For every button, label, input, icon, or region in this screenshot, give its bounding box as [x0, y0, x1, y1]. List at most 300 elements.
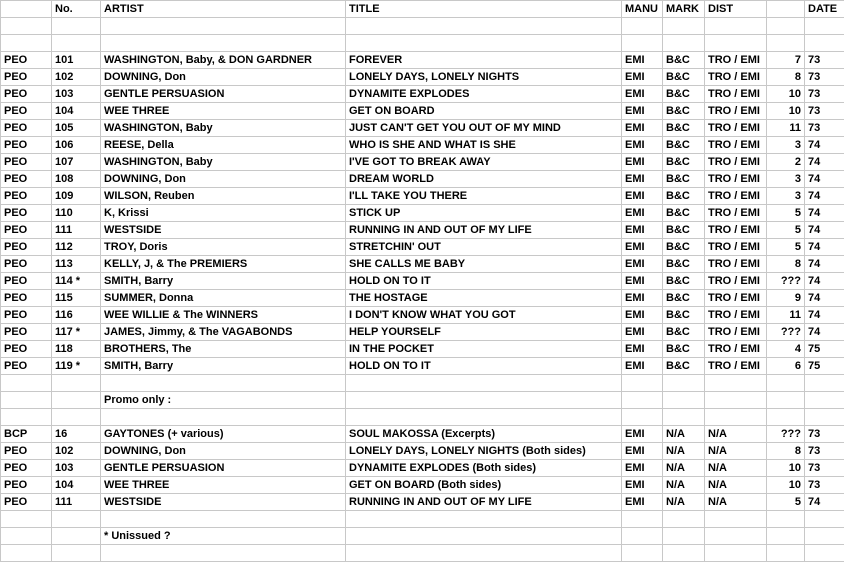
empty-cell[interactable] — [663, 528, 705, 545]
title-cell[interactable]: SOUL MAKOSSA (Excerpts) — [346, 426, 622, 443]
artist-cell[interactable]: GAYTONES (+ various) — [101, 426, 346, 443]
dist-cell[interactable]: TRO / EMI — [705, 307, 767, 324]
empty-cell[interactable] — [1, 528, 52, 545]
year-cell[interactable]: 73 — [805, 52, 844, 69]
empty-cell[interactable] — [805, 545, 844, 562]
title-cell[interactable]: FOREVER — [346, 52, 622, 69]
mark-cell[interactable]: B&C — [663, 171, 705, 188]
empty-cell[interactable] — [1, 35, 52, 52]
empty-cell[interactable] — [52, 375, 101, 392]
artist-cell[interactable]: WEE THREE — [101, 477, 346, 494]
prefix-cell[interactable]: PEO — [1, 205, 52, 222]
month-cell[interactable]: 8 — [767, 443, 805, 460]
empty-cell[interactable] — [1, 18, 52, 35]
title-cell[interactable]: THE HOSTAGE — [346, 290, 622, 307]
note-cell[interactable]: Promo only : — [101, 392, 346, 409]
catalog-number-cell[interactable]: 117 * — [52, 324, 101, 341]
manu-cell[interactable]: EMI — [622, 239, 663, 256]
empty-cell[interactable] — [805, 375, 844, 392]
manu-header[interactable]: MANU — [622, 1, 663, 18]
dist-cell[interactable]: N/A — [705, 443, 767, 460]
artist-cell[interactable]: K, Krissi — [101, 205, 346, 222]
empty-cell[interactable] — [101, 18, 346, 35]
dist-cell[interactable]: N/A — [705, 426, 767, 443]
title-cell[interactable]: I'VE GOT TO BREAK AWAY — [346, 154, 622, 171]
mark-cell[interactable]: N/A — [663, 426, 705, 443]
dist-cell[interactable]: TRO / EMI — [705, 358, 767, 375]
catalog-number-cell[interactable]: 112 — [52, 239, 101, 256]
year-cell[interactable]: 73 — [805, 103, 844, 120]
mark-cell[interactable]: B&C — [663, 52, 705, 69]
empty-cell[interactable] — [346, 375, 622, 392]
empty-cell[interactable] — [101, 409, 346, 426]
year-cell[interactable]: 74 — [805, 205, 844, 222]
empty-cell[interactable] — [705, 545, 767, 562]
dist-cell[interactable]: TRO / EMI — [705, 86, 767, 103]
title-cell[interactable]: STICK UP — [346, 205, 622, 222]
month-cell[interactable]: ??? — [767, 426, 805, 443]
year-cell[interactable]: 73 — [805, 86, 844, 103]
dist-cell[interactable]: N/A — [705, 477, 767, 494]
prefix-cell[interactable]: PEO — [1, 477, 52, 494]
month-cell[interactable]: 11 — [767, 307, 805, 324]
empty-cell[interactable] — [805, 528, 844, 545]
prefix-cell[interactable]: PEO — [1, 171, 52, 188]
year-cell[interactable]: 74 — [805, 137, 844, 154]
mark-cell[interactable]: B&C — [663, 103, 705, 120]
month-cell[interactable]: 7 — [767, 52, 805, 69]
empty-cell[interactable] — [767, 528, 805, 545]
catalog-number-cell[interactable]: 116 — [52, 307, 101, 324]
catalog-number-cell[interactable]: 115 — [52, 290, 101, 307]
empty-cell[interactable] — [767, 392, 805, 409]
catalog-number-cell[interactable]: 104 — [52, 103, 101, 120]
catalog-number-cell[interactable]: 102 — [52, 443, 101, 460]
artist-cell[interactable]: TROY, Doris — [101, 239, 346, 256]
catalog-number-cell[interactable]: 105 — [52, 120, 101, 137]
prefix-cell[interactable]: PEO — [1, 239, 52, 256]
catalog-number-cell[interactable]: 109 — [52, 188, 101, 205]
year-cell[interactable]: 74 — [805, 222, 844, 239]
dist-cell[interactable]: TRO / EMI — [705, 154, 767, 171]
prefix-cell[interactable]: PEO — [1, 307, 52, 324]
title-cell[interactable]: SHE CALLS ME BABY — [346, 256, 622, 273]
manu-cell[interactable]: EMI — [622, 171, 663, 188]
catalog-number-cell[interactable]: 119 * — [52, 358, 101, 375]
dist-cell[interactable]: N/A — [705, 494, 767, 511]
year-cell[interactable]: 74 — [805, 290, 844, 307]
number-header[interactable]: No. — [52, 1, 101, 18]
year-cell[interactable]: 73 — [805, 426, 844, 443]
dist-cell[interactable]: TRO / EMI — [705, 103, 767, 120]
dist-cell[interactable]: TRO / EMI — [705, 273, 767, 290]
month-cell[interactable]: 6 — [767, 358, 805, 375]
dist-cell[interactable]: TRO / EMI — [705, 324, 767, 341]
title-cell[interactable]: GET ON BOARD — [346, 103, 622, 120]
title-cell[interactable]: DYNAMITE EXPLODES (Both sides) — [346, 460, 622, 477]
mark-cell[interactable]: B&C — [663, 239, 705, 256]
empty-cell[interactable] — [52, 35, 101, 52]
year-cell[interactable]: 75 — [805, 358, 844, 375]
title-cell[interactable]: JUST CAN'T GET YOU OUT OF MY MIND — [346, 120, 622, 137]
year-cell[interactable]: 74 — [805, 324, 844, 341]
title-cell[interactable]: RUNNING IN AND OUT OF MY LIFE — [346, 494, 622, 511]
mark-cell[interactable]: B&C — [663, 86, 705, 103]
date-header[interactable]: DATE — [805, 1, 844, 18]
title-cell[interactable]: GET ON BOARD (Both sides) — [346, 477, 622, 494]
artist-cell[interactable]: SMITH, Barry — [101, 358, 346, 375]
empty-cell[interactable] — [52, 409, 101, 426]
manu-cell[interactable]: EMI — [622, 154, 663, 171]
title-cell[interactable]: IN THE POCKET — [346, 341, 622, 358]
prefix-cell[interactable]: PEO — [1, 188, 52, 205]
dist-cell[interactable]: TRO / EMI — [705, 290, 767, 307]
year-cell[interactable]: 75 — [805, 341, 844, 358]
artist-cell[interactable]: DOWNING, Don — [101, 443, 346, 460]
prefix-cell[interactable]: BCP — [1, 426, 52, 443]
empty-cell[interactable] — [767, 545, 805, 562]
empty-cell[interactable] — [663, 35, 705, 52]
artist-cell[interactable]: BROTHERS, The — [101, 341, 346, 358]
manu-cell[interactable]: EMI — [622, 222, 663, 239]
catalog-number-cell[interactable]: 106 — [52, 137, 101, 154]
month-cell[interactable]: 10 — [767, 86, 805, 103]
year-cell[interactable]: 73 — [805, 477, 844, 494]
title-cell[interactable]: I'LL TAKE YOU THERE — [346, 188, 622, 205]
empty-cell[interactable] — [622, 545, 663, 562]
year-cell[interactable]: 74 — [805, 188, 844, 205]
artist-cell[interactable]: WASHINGTON, Baby — [101, 154, 346, 171]
dist-cell[interactable]: N/A — [705, 460, 767, 477]
manu-cell[interactable]: EMI — [622, 120, 663, 137]
year-cell[interactable]: 74 — [805, 307, 844, 324]
mark-cell[interactable]: B&C — [663, 256, 705, 273]
empty-cell[interactable] — [705, 35, 767, 52]
mark-cell[interactable]: B&C — [663, 324, 705, 341]
manu-cell[interactable]: EMI — [622, 103, 663, 120]
empty-cell[interactable] — [767, 18, 805, 35]
prefix-cell[interactable]: PEO — [1, 290, 52, 307]
title-cell[interactable]: DYNAMITE EXPLODES — [346, 86, 622, 103]
manu-cell[interactable]: EMI — [622, 205, 663, 222]
empty-cell[interactable] — [805, 392, 844, 409]
catalog-number-cell[interactable]: 103 — [52, 460, 101, 477]
mark-cell[interactable]: N/A — [663, 477, 705, 494]
artist-cell[interactable]: JAMES, Jimmy, & The VAGABONDS — [101, 324, 346, 341]
catalog-number-cell[interactable]: 114 * — [52, 273, 101, 290]
empty-cell[interactable] — [705, 392, 767, 409]
dist-cell[interactable]: TRO / EMI — [705, 222, 767, 239]
empty-cell[interactable] — [767, 511, 805, 528]
year-cell[interactable]: 74 — [805, 171, 844, 188]
mark-cell[interactable]: B&C — [663, 154, 705, 171]
manu-cell[interactable]: EMI — [622, 188, 663, 205]
catalog-number-cell[interactable]: 101 — [52, 52, 101, 69]
catalog-number-cell[interactable]: 104 — [52, 477, 101, 494]
catalog-number-cell[interactable]: 111 — [52, 494, 101, 511]
catalog-number-cell[interactable]: 16 — [52, 426, 101, 443]
catalog-number-cell[interactable]: 111 — [52, 222, 101, 239]
dist-cell[interactable]: TRO / EMI — [705, 171, 767, 188]
prefix-cell[interactable]: PEO — [1, 52, 52, 69]
empty-cell[interactable] — [705, 528, 767, 545]
empty-cell[interactable] — [767, 375, 805, 392]
table-row — [1, 341, 844, 358]
catalog-number-cell[interactable]: 103 — [52, 86, 101, 103]
empty-cell[interactable] — [1, 409, 52, 426]
year-cell[interactable]: 74 — [805, 154, 844, 171]
artist-cell[interactable]: WILSON, Reuben — [101, 188, 346, 205]
empty-cell[interactable] — [1, 511, 52, 528]
empty-cell[interactable] — [805, 409, 844, 426]
manu-cell[interactable]: EMI — [622, 290, 663, 307]
catalog-number-cell[interactable]: 108 — [52, 171, 101, 188]
dist-cell[interactable]: TRO / EMI — [705, 137, 767, 154]
manu-cell[interactable]: EMI — [622, 426, 663, 443]
artist-cell[interactable]: WEE THREE — [101, 103, 346, 120]
manu-cell[interactable]: EMI — [622, 52, 663, 69]
empty-cell[interactable] — [346, 545, 622, 562]
month-cell[interactable]: 4 — [767, 341, 805, 358]
artist-cell[interactable]: GENTLE PERSUASION — [101, 86, 346, 103]
dist-cell[interactable]: TRO / EMI — [705, 239, 767, 256]
prefix-cell[interactable]: PEO — [1, 256, 52, 273]
artist-cell[interactable]: KELLY, J, & The PREMIERS — [101, 256, 346, 273]
month-cell[interactable]: 8 — [767, 256, 805, 273]
title-cell[interactable]: STRETCHIN' OUT — [346, 239, 622, 256]
manu-cell[interactable]: EMI — [622, 324, 663, 341]
manu-cell[interactable]: EMI — [622, 477, 663, 494]
month-cell[interactable]: ??? — [767, 324, 805, 341]
empty-cell[interactable] — [622, 392, 663, 409]
mark-cell[interactable]: B&C — [663, 205, 705, 222]
month-cell[interactable]: 10 — [767, 103, 805, 120]
dist-cell[interactable]: TRO / EMI — [705, 69, 767, 86]
note-cell[interactable]: * Unissued ? — [101, 528, 346, 545]
year-cell[interactable]: 73 — [805, 120, 844, 137]
artist-cell[interactable]: GENTLE PERSUASION — [101, 460, 346, 477]
catalog-number-cell[interactable]: 102 — [52, 69, 101, 86]
dist-cell[interactable]: TRO / EMI — [705, 341, 767, 358]
title-cell[interactable]: RUNNING IN AND OUT OF MY LIFE — [346, 222, 622, 239]
prefix-cell[interactable]: PEO — [1, 103, 52, 120]
mark-cell[interactable]: B&C — [663, 273, 705, 290]
prefix-cell[interactable]: PEO — [1, 120, 52, 137]
empty-cell[interactable] — [346, 409, 622, 426]
month-header[interactable] — [767, 1, 805, 18]
dist-cell[interactable]: TRO / EMI — [705, 188, 767, 205]
catalog-number-cell[interactable]: 118 — [52, 341, 101, 358]
col-a-header[interactable] — [1, 1, 52, 18]
catalog-number-cell[interactable]: 107 — [52, 154, 101, 171]
empty-cell[interactable] — [805, 35, 844, 52]
empty-cell[interactable] — [1, 392, 52, 409]
artist-header[interactable]: ARTIST — [101, 1, 346, 18]
artist-cell[interactable]: WESTSIDE — [101, 222, 346, 239]
manu-cell[interactable]: EMI — [622, 86, 663, 103]
prefix-cell[interactable]: PEO — [1, 273, 52, 290]
mark-cell[interactable]: B&C — [663, 137, 705, 154]
manu-cell[interactable]: EMI — [622, 273, 663, 290]
mark-cell[interactable]: B&C — [663, 358, 705, 375]
title-cell[interactable]: DREAM WORLD — [346, 171, 622, 188]
year-cell[interactable]: 73 — [805, 69, 844, 86]
manu-cell[interactable]: EMI — [622, 256, 663, 273]
mark-cell[interactable]: N/A — [663, 494, 705, 511]
mark-cell[interactable]: B&C — [663, 222, 705, 239]
month-cell[interactable]: 3 — [767, 137, 805, 154]
empty-cell[interactable] — [346, 528, 622, 545]
mark-cell[interactable]: N/A — [663, 460, 705, 477]
manu-cell[interactable]: EMI — [622, 137, 663, 154]
year-cell[interactable]: 73 — [805, 460, 844, 477]
mark-header[interactable]: MARK — [663, 1, 705, 18]
title-cell[interactable]: HELP YOURSELF — [346, 324, 622, 341]
empty-cell[interactable] — [101, 35, 346, 52]
empty-cell[interactable] — [663, 511, 705, 528]
manu-cell[interactable]: EMI — [622, 494, 663, 511]
empty-cell[interactable] — [805, 511, 844, 528]
artist-cell[interactable]: SMITH, Barry — [101, 273, 346, 290]
month-cell[interactable]: 5 — [767, 205, 805, 222]
manu-cell[interactable]: EMI — [622, 69, 663, 86]
mark-cell[interactable]: N/A — [663, 443, 705, 460]
empty-cell[interactable] — [346, 511, 622, 528]
empty-cell[interactable] — [805, 18, 844, 35]
title-cell[interactable]: HOLD ON TO IT — [346, 358, 622, 375]
empty-cell[interactable] — [663, 409, 705, 426]
month-cell[interactable]: ??? — [767, 273, 805, 290]
month-cell[interactable]: 3 — [767, 188, 805, 205]
prefix-cell[interactable]: PEO — [1, 69, 52, 86]
empty-cell[interactable] — [622, 18, 663, 35]
empty-cell[interactable] — [622, 511, 663, 528]
empty-cell[interactable] — [622, 35, 663, 52]
table-row — [1, 273, 844, 290]
mark-cell[interactable]: B&C — [663, 290, 705, 307]
manu-cell[interactable]: EMI — [622, 443, 663, 460]
empty-cell[interactable] — [663, 392, 705, 409]
empty-cell[interactable] — [52, 392, 101, 409]
artist-cell[interactable]: WESTSIDE — [101, 494, 346, 511]
month-cell[interactable]: 9 — [767, 290, 805, 307]
month-cell[interactable]: 11 — [767, 120, 805, 137]
mark-cell[interactable]: B&C — [663, 188, 705, 205]
empty-cell[interactable] — [663, 545, 705, 562]
prefix-cell[interactable]: PEO — [1, 341, 52, 358]
title-cell[interactable]: I DON'T KNOW WHAT YOU GOT — [346, 307, 622, 324]
prefix-cell[interactable]: PEO — [1, 443, 52, 460]
prefix-cell[interactable]: PEO — [1, 86, 52, 103]
empty-cell[interactable] — [52, 545, 101, 562]
month-cell[interactable]: 2 — [767, 154, 805, 171]
prefix-cell[interactable]: PEO — [1, 222, 52, 239]
empty-cell[interactable] — [622, 375, 663, 392]
dist-cell[interactable]: TRO / EMI — [705, 52, 767, 69]
prefix-cell[interactable]: PEO — [1, 324, 52, 341]
empty-cell[interactable] — [101, 375, 346, 392]
month-cell[interactable]: 10 — [767, 477, 805, 494]
artist-cell[interactable]: WEE WILLIE & The WINNERS — [101, 307, 346, 324]
year-cell[interactable]: 74 — [805, 494, 844, 511]
prefix-cell[interactable]: PEO — [1, 358, 52, 375]
empty-cell[interactable] — [52, 511, 101, 528]
empty-cell[interactable] — [663, 375, 705, 392]
empty-cell[interactable] — [705, 18, 767, 35]
empty-cell[interactable] — [1, 375, 52, 392]
manu-cell[interactable]: EMI — [622, 307, 663, 324]
artist-cell[interactable]: DOWNING, Don — [101, 171, 346, 188]
empty-cell[interactable] — [101, 511, 346, 528]
manu-cell[interactable]: EMI — [622, 358, 663, 375]
dist-cell[interactable]: TRO / EMI — [705, 205, 767, 222]
dist-cell[interactable]: TRO / EMI — [705, 120, 767, 137]
month-cell[interactable]: 5 — [767, 222, 805, 239]
dist-header[interactable]: DIST — [705, 1, 767, 18]
title-cell[interactable]: HOLD ON TO IT — [346, 273, 622, 290]
year-cell[interactable]: 73 — [805, 443, 844, 460]
dist-cell[interactable]: TRO / EMI — [705, 256, 767, 273]
empty-cell[interactable] — [101, 545, 346, 562]
mark-cell[interactable]: B&C — [663, 120, 705, 137]
empty-cell[interactable] — [622, 528, 663, 545]
empty-cell[interactable] — [346, 35, 622, 52]
table-row — [1, 443, 844, 460]
mark-cell[interactable]: B&C — [663, 307, 705, 324]
catalog-number-cell[interactable]: 110 — [52, 205, 101, 222]
empty-cell[interactable] — [767, 409, 805, 426]
prefix-cell[interactable]: PEO — [1, 154, 52, 171]
empty-cell[interactable] — [346, 18, 622, 35]
empty-cell[interactable] — [52, 528, 101, 545]
empty-cell[interactable] — [705, 511, 767, 528]
artist-cell[interactable]: SUMMER, Donna — [101, 290, 346, 307]
artist-cell[interactable]: DOWNING, Don — [101, 69, 346, 86]
title-header[interactable]: TITLE — [346, 1, 622, 18]
prefix-cell[interactable]: PEO — [1, 494, 52, 511]
year-cell[interactable]: 74 — [805, 273, 844, 290]
title-cell[interactable]: WHO IS SHE AND WHAT IS SHE — [346, 137, 622, 154]
mark-cell[interactable]: B&C — [663, 341, 705, 358]
empty-cell[interactable] — [52, 18, 101, 35]
month-cell[interactable]: 8 — [767, 69, 805, 86]
title-cell[interactable]: LONELY DAYS, LONELY NIGHTS (Both sides) — [346, 443, 622, 460]
month-cell[interactable]: 10 — [767, 460, 805, 477]
month-cell[interactable]: 3 — [767, 171, 805, 188]
empty-cell[interactable] — [705, 409, 767, 426]
mark-cell[interactable]: B&C — [663, 69, 705, 86]
artist-cell[interactable]: WASHINGTON, Baby, & DON GARDNER — [101, 52, 346, 69]
empty-cell[interactable] — [705, 375, 767, 392]
title-cell[interactable]: LONELY DAYS, LONELY NIGHTS — [346, 69, 622, 86]
empty-cell[interactable] — [663, 18, 705, 35]
prefix-cell[interactable]: PEO — [1, 460, 52, 477]
artist-cell[interactable]: WASHINGTON, Baby — [101, 120, 346, 137]
empty-cell[interactable] — [622, 409, 663, 426]
empty-cell[interactable] — [1, 545, 52, 562]
catalog-number-cell[interactable]: 113 — [52, 256, 101, 273]
year-cell[interactable]: 74 — [805, 256, 844, 273]
year-cell[interactable]: 74 — [805, 239, 844, 256]
month-cell[interactable]: 5 — [767, 494, 805, 511]
month-cell[interactable]: 5 — [767, 239, 805, 256]
empty-cell[interactable] — [346, 392, 622, 409]
empty-cell[interactable] — [767, 35, 805, 52]
prefix-cell[interactable]: PEO — [1, 137, 52, 154]
manu-cell[interactable]: EMI — [622, 341, 663, 358]
manu-cell[interactable]: EMI — [622, 460, 663, 477]
artist-cell[interactable]: REESE, Della — [101, 137, 346, 154]
